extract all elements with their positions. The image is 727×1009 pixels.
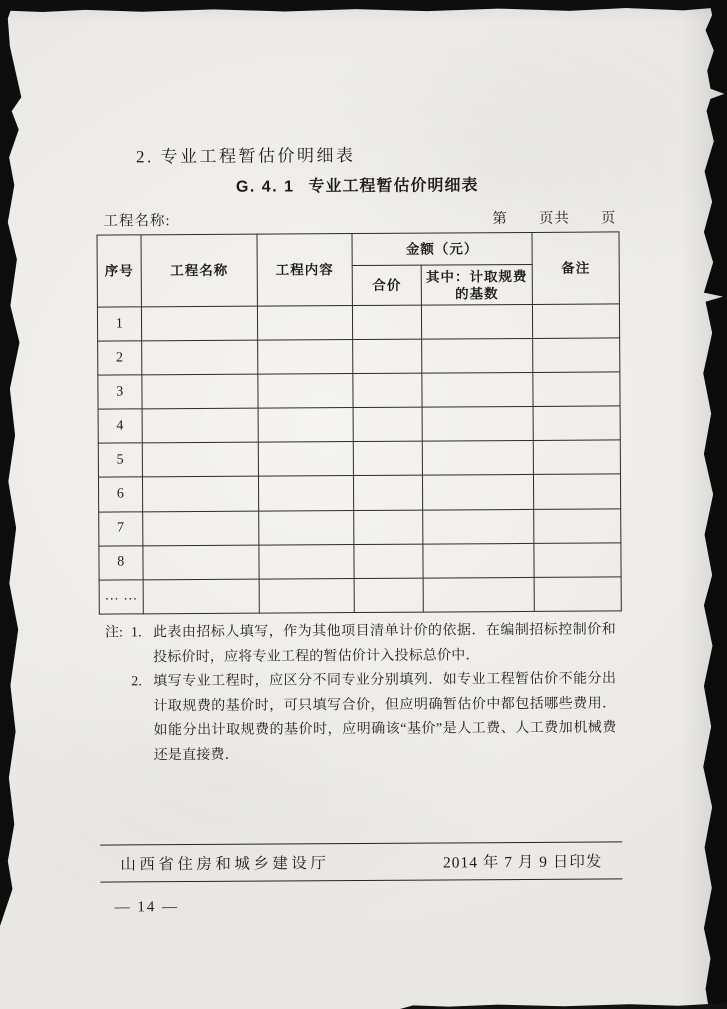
empty-fill-cell [534, 508, 621, 543]
col-header-fee-base: 其中：计取规费的基数 [421, 264, 532, 305]
note-item-text: 填写专业工程时，应区分不同专业分别填列．如专业工程暂估价不能分出计取规费的基价时，可只填写合价，但应明确暂估价中都包括哪些费用．如能分出计取规费的基价时，应明确该“基价”是人工费、人工费加机械费还是直接费． [153, 671, 617, 764]
empty-fill-cell [534, 543, 621, 578]
empty-fill-cell [533, 406, 620, 441]
table-row [98, 372, 620, 409]
empty-fill-cell [259, 544, 354, 579]
empty-fill-cell [257, 306, 352, 341]
note-item-text: 此表由招标人填写，作为其他项目清单计价的依据．在编制招标控制价和投标价时，应将专业工程的暂估价计入投标总价中． [152, 622, 616, 665]
row-number-cell: 4 [98, 409, 142, 443]
empty-fill-cell [422, 441, 533, 476]
empty-fill-cell [258, 408, 353, 443]
footer-row [100, 842, 622, 881]
empty-fill-cell [141, 306, 257, 341]
table-row [99, 577, 621, 614]
empty-fill-cell [421, 304, 532, 339]
empty-fill-cell [353, 339, 422, 374]
empty-fill-cell [258, 374, 353, 409]
empty-fill-cell [142, 340, 258, 375]
empty-fill-cell [259, 510, 354, 545]
empty-fill-cell [423, 577, 534, 612]
note-item-number: 2. [131, 674, 143, 690]
form-caption [96, 171, 618, 197]
empty-fill-cell [354, 510, 423, 545]
row-number-cell: 2 [98, 341, 142, 375]
notes-label: 注: [104, 625, 124, 641]
table-row [98, 440, 620, 477]
col-header-remark: 备注 [532, 232, 619, 305]
empty-fill-cell [533, 372, 620, 407]
table-row [98, 338, 620, 375]
provisional-price-table [96, 231, 621, 614]
empty-fill-cell [422, 339, 533, 374]
empty-fill-cell [532, 304, 619, 339]
note-item-number: 1. [130, 625, 142, 641]
empty-fill-cell [423, 543, 534, 578]
empty-fill-cell [354, 544, 423, 579]
empty-fill-cell [534, 577, 621, 612]
row-number-cell: … … [99, 580, 143, 614]
form-caption-text: 专业工程暂估价明细表 [308, 177, 479, 196]
row-number-cell: 3 [98, 375, 142, 409]
issuing-agency: 山西省住房和城乡建设厅 [120, 855, 330, 874]
page-indicator: 第 页共 页 [492, 210, 617, 228]
table-row [98, 474, 620, 511]
row-number-cell: 7 [99, 511, 143, 545]
table-row [98, 406, 620, 443]
empty-fill-cell [258, 476, 353, 511]
empty-fill-cell [533, 338, 620, 373]
form-meta-row [96, 206, 618, 230]
row-number-cell: 8 [99, 545, 143, 579]
issue-date: 2014 年 7 月 9 日印发 [442, 853, 603, 872]
section-title: 2. 专业工程暂估价明细表 [135, 146, 356, 167]
footer [100, 841, 622, 882]
empty-fill-cell [143, 579, 259, 614]
empty-fill-cell [354, 578, 423, 613]
notes-section [105, 618, 617, 769]
empty-fill-cell [142, 374, 258, 409]
empty-fill-cell [353, 407, 422, 442]
col-header-amount-group: 金额（元） [352, 232, 532, 265]
empty-fill-cell [352, 305, 421, 340]
empty-fill-cell [422, 373, 533, 408]
empty-fill-cell [143, 511, 259, 546]
empty-fill-cell [142, 477, 258, 512]
project-name-label: 工程名称: [103, 213, 171, 230]
empty-fill-cell [142, 408, 258, 443]
table-row [99, 508, 621, 545]
table-row [99, 543, 621, 580]
empty-fill-cell [258, 340, 353, 375]
empty-fill-cell [259, 578, 354, 613]
empty-fill-cell [533, 440, 620, 475]
row-number-cell: 6 [98, 477, 142, 511]
row-number-cell: 5 [98, 443, 142, 477]
form-caption-code: G. 4. 1 [235, 178, 295, 196]
col-header-project-name: 工程名称 [141, 234, 257, 307]
empty-fill-cell [142, 442, 258, 477]
empty-fill-cell [533, 474, 620, 509]
empty-fill-cell [353, 476, 422, 511]
row-number-cell: 1 [97, 307, 141, 341]
empty-fill-cell [422, 407, 533, 442]
empty-fill-cell [422, 475, 533, 510]
page-number: — 14 — [114, 899, 180, 916]
empty-fill-cell [353, 373, 422, 408]
empty-fill-cell [143, 545, 259, 580]
empty-fill-cell [353, 441, 422, 476]
col-header-no: 序号 [97, 235, 141, 307]
empty-fill-cell [258, 442, 353, 477]
empty-fill-cell [423, 509, 534, 544]
table-row [97, 304, 619, 341]
col-header-total-price: 合价 [352, 265, 421, 305]
col-header-project-content: 工程内容 [257, 234, 352, 307]
